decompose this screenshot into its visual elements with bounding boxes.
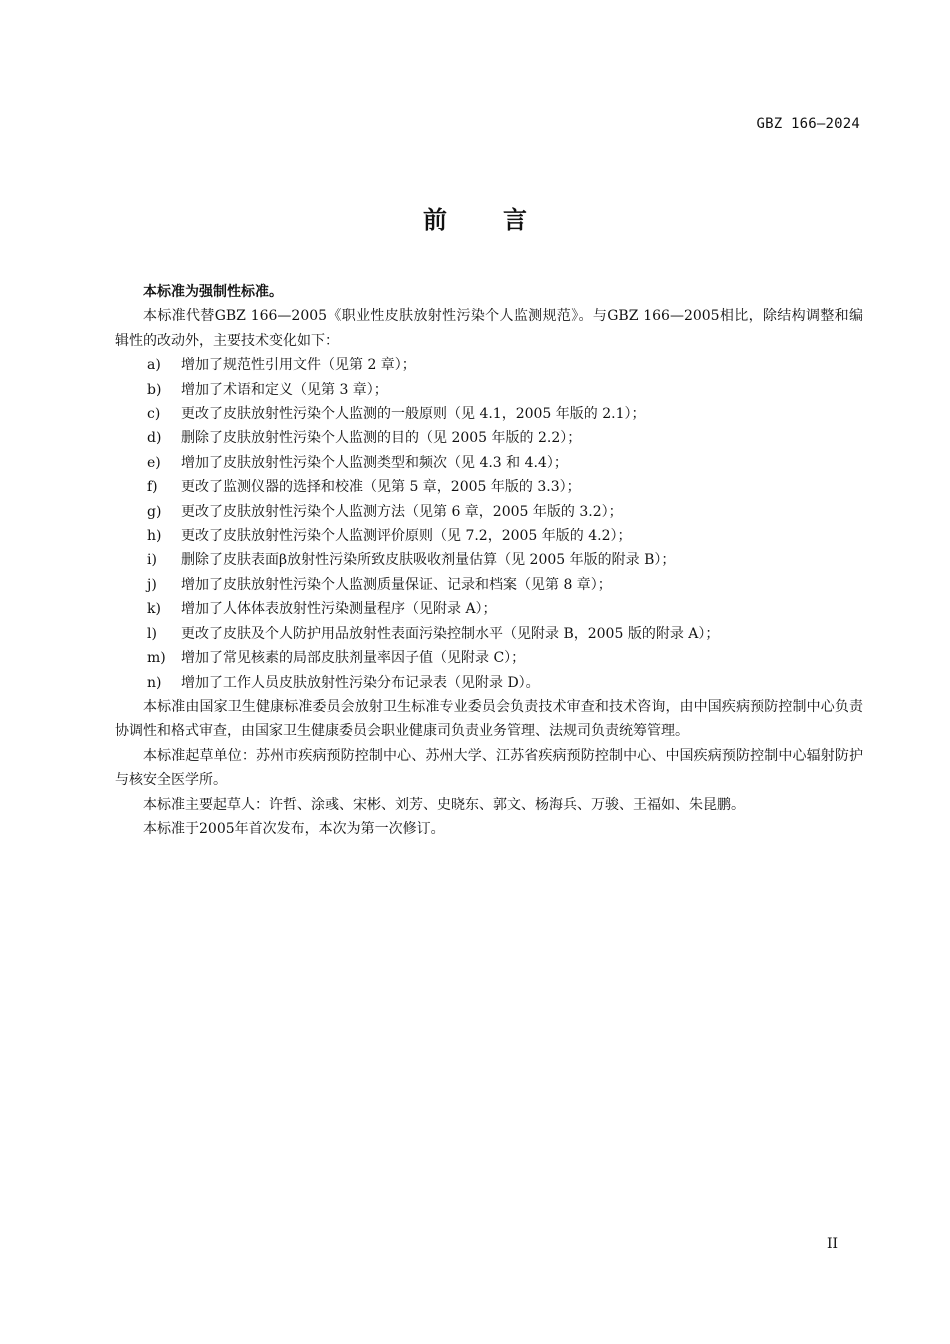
list-item-text: 增加了术语和定义（见第 3 章）； [181, 381, 388, 398]
list-item-label: j) [147, 576, 157, 593]
list-item-label: a) [147, 357, 161, 374]
list-item-text: 更改了皮肤及个人防护用品放射性表面污染控制水平（见附录 B，2005 版的附录 A）； [181, 625, 720, 642]
list-item [115, 548, 863, 572]
list-item-label: m) [147, 650, 166, 667]
list-item-label: l) [147, 625, 157, 642]
list-item [115, 646, 863, 670]
list-item-label: i) [147, 552, 157, 569]
foreword-body [115, 280, 863, 841]
title-char-1: 前 [423, 206, 447, 234]
list-item-text: 增加了人体体表放射性污染测量程序（见附录 A）； [181, 601, 497, 618]
drafters: 本标准主要起草人：许哲、涂彧、宋彬、刘芳、史晓东、郭文、杨海兵、万骏、王福如、朱昆鹏。 [143, 796, 745, 813]
list-item-text: 更改了皮肤放射性污染个人监测方法（见第 6 章，2005 年版的 3.2）； [181, 503, 623, 520]
title-char-2: 言 [503, 206, 527, 234]
mandatory-statement: 本标准为强制性标准。 [143, 284, 283, 300]
list-item [115, 500, 863, 524]
list-item-label: d) [147, 430, 162, 447]
list-item [115, 524, 863, 548]
list-item-text: 增加了皮肤放射性污染个人监测质量保证、记录和档案（见第 8 章）； [181, 576, 612, 593]
drafting-units: 本标准起草单位：苏州市疾病预防控制中心、苏州大学、江苏省疾病预防控制中心、中国疾病预防控制中心辐射防护与核安全医学所。 [115, 747, 863, 789]
list-item [115, 573, 863, 597]
list-item [115, 402, 863, 426]
list-item-label: e) [147, 454, 161, 471]
list-item [115, 353, 863, 377]
list-item-text: 删除了皮肤放射性污染个人监测的目的（见 2005 年版的 2.2）； [181, 430, 582, 447]
publication-history: 本标准于2005年首次发布，本次为第一次修订。 [143, 820, 445, 837]
list-item-label: c) [147, 406, 161, 423]
replaces-statement: 本标准代替GBZ 166—2005《职业性皮肤放射性污染个人监测规范》。与GBZ 166—2005相比，除结构调整和编辑性的改动外，主要技术变化如下： [115, 308, 863, 349]
list-item-text: 增加了皮肤放射性污染个人监测类型和频次（见 4.3 和 4.4）； [181, 454, 568, 471]
list-item-label: g) [147, 503, 162, 520]
list-item [115, 451, 863, 475]
management-statement: 本标准由国家卫生健康标准委员会放射卫生标准专业委员会负责技术审查和技术咨询，由中国疾病预防控制中心负责协调性和格式审查，由国家卫生健康委员会职业健康司负责业务管理、法规司负责统筹管理。 [115, 698, 863, 740]
list-item-label: k) [147, 601, 161, 618]
page-number: II [826, 1236, 838, 1252]
standard-code: GBZ 166—2024 [756, 116, 860, 132]
list-item-text: 更改了监测仪器的选择和校准（见第 5 章，2005 年版的 3.3）； [181, 479, 581, 496]
list-item-text: 增加了规范性引用文件（见第 2 章）； [181, 357, 416, 374]
list-item-text: 更改了皮肤放射性污染个人监测评价原则（见 7.2，2005 年版的 4.2）； [181, 528, 632, 545]
list-item-text: 增加了工作人员皮肤放射性污染分布记录表（见附录 D）。 [181, 674, 540, 691]
list-item-label: f) [147, 479, 158, 496]
list-item [115, 622, 863, 646]
list-item-text: 更改了皮肤放射性污染个人监测的一般原则（见 4.1，2005 年版的 2.1）； [181, 406, 646, 423]
list-item-label: b) [147, 381, 162, 398]
page-title [0, 200, 950, 235]
list-item-text: 删除了皮肤表面β放射性污染所致皮肤吸收剂量估算（见 2005 年版的附录 B）； [181, 552, 676, 569]
list-item-text: 增加了常见核素的局部皮肤剂量率因子值（见附录 C）； [181, 650, 526, 667]
list-item [115, 597, 863, 621]
list-item [115, 671, 863, 695]
list-item [115, 475, 863, 499]
changes-list [115, 353, 863, 695]
list-item [115, 426, 863, 450]
list-item-label: h) [147, 528, 162, 545]
list-item [115, 378, 863, 402]
list-item-label: n) [147, 674, 162, 691]
